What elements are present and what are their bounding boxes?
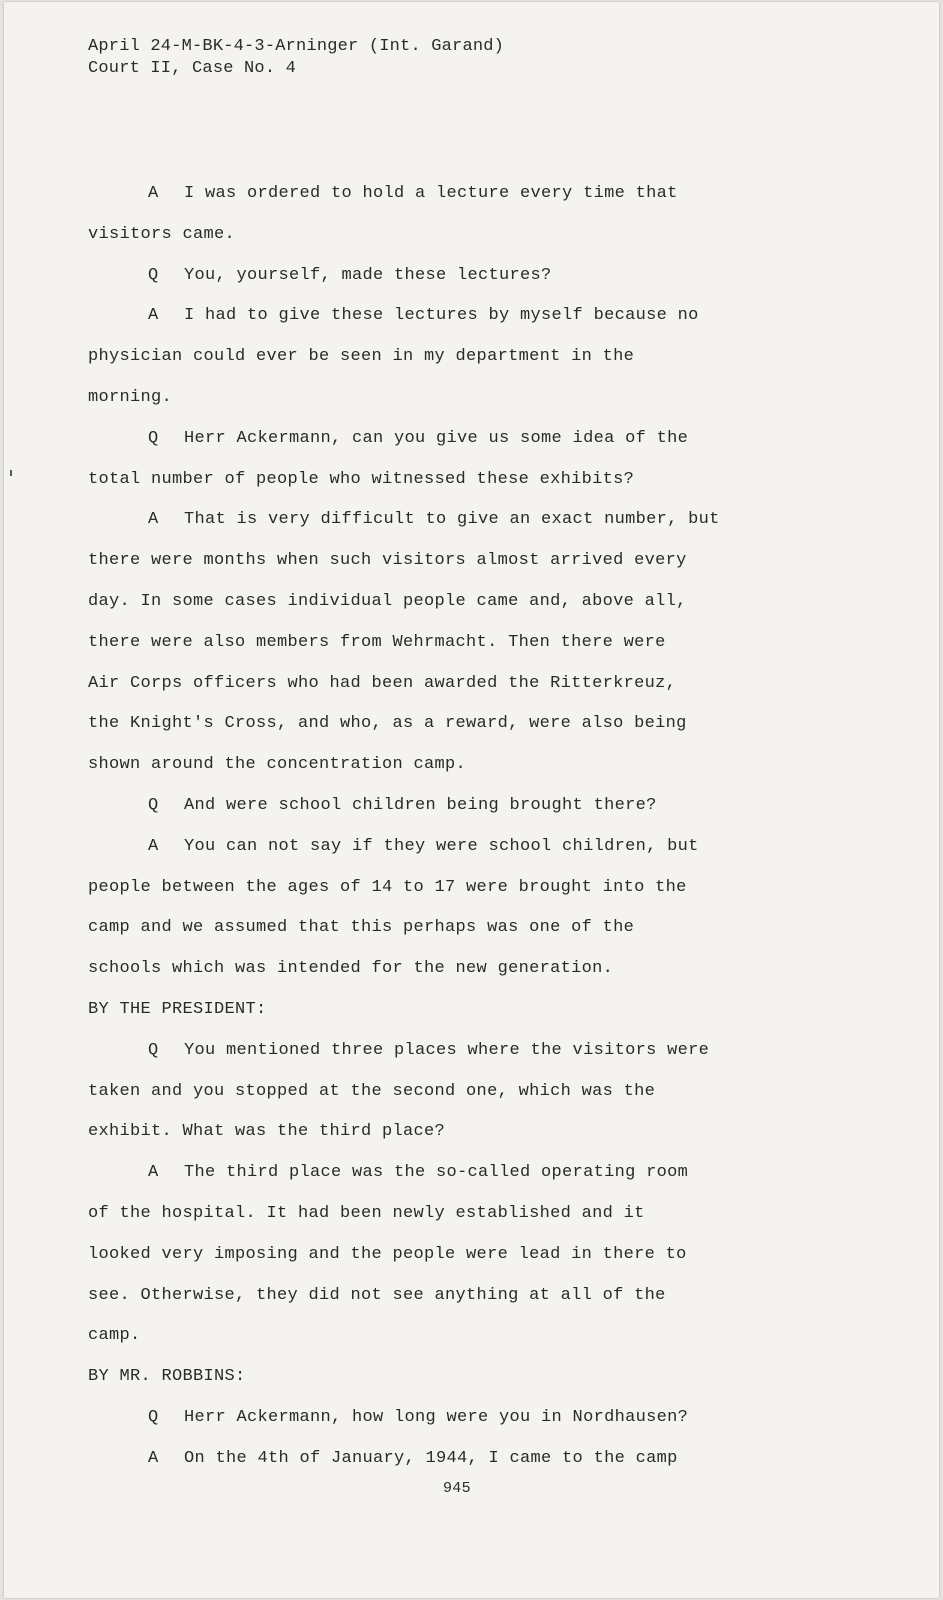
transcript-line	[88, 582, 888, 623]
transcript-line-first	[88, 1031, 888, 1072]
transcript-text: The third place was the so-called operating room	[184, 1163, 689, 1183]
transcript-line	[88, 337, 888, 378]
transcript-text: morning.	[88, 387, 173, 407]
question-label: Q	[148, 1040, 159, 1060]
answer-label: A	[148, 1163, 159, 1183]
transcript-text: day. In some cases individual people came and, above all,	[88, 591, 687, 611]
transcript-text: see. Otherwise, they did not see anything at all of the	[88, 1285, 666, 1305]
answer-label: A	[148, 184, 159, 203]
transcript-line-first	[88, 419, 888, 460]
answer-label: A	[148, 510, 159, 530]
transcript-text: of the hospital. It had been newly established and it	[88, 1203, 645, 1223]
transcript-text: shown around the concentration camp.	[88, 755, 467, 775]
transcript-line	[88, 1316, 888, 1357]
document-header	[88, 36, 504, 80]
transcript-line-first	[88, 827, 888, 868]
transcript-line	[88, 541, 888, 582]
transcript-line-first	[88, 500, 888, 541]
transcript-line-first	[88, 1153, 888, 1194]
transcript-line	[88, 1276, 888, 1317]
transcript-line	[88, 908, 888, 949]
transcript-text: You, yourself, made these lectures?	[184, 265, 552, 285]
transcript-text: camp and we assumed that this perhaps was one of the	[88, 918, 635, 938]
transcript-text: there were months when such visitors almost arrived every	[88, 551, 687, 571]
transcript-text: Herr Ackermann, how long were you in Nordhausen?	[184, 1407, 689, 1427]
examiner-heading: BY THE PRESIDENT:	[88, 999, 267, 1019]
transcript-line	[88, 868, 888, 909]
transcript-text: I was ordered to hold a lecture every time that	[184, 184, 678, 203]
transcript-line	[88, 1235, 888, 1276]
transcript-text: Herr Ackermann, can you give us some idea of the	[184, 428, 689, 448]
transcript-line-first	[88, 174, 888, 215]
transcript-line	[88, 378, 888, 419]
transcript-text: taken and you stopped at the second one, which was the	[88, 1081, 656, 1101]
transcript-line-first	[88, 256, 888, 297]
transcript-line-first	[88, 296, 888, 337]
transcript-line-first	[88, 1439, 888, 1480]
margin-mark	[10, 470, 12, 476]
transcript-text: exhibit. What was the third place?	[88, 1122, 446, 1142]
transcript-text: schools which was intended for the new generation.	[88, 959, 614, 979]
page-number: 945	[443, 1480, 471, 1497]
answer-label: A	[148, 306, 159, 326]
transcript-text: Air Corps officers who had been awarded the Ritterkreuz,	[88, 673, 677, 693]
transcript-text: I had to give these lectures by myself because no	[184, 306, 699, 326]
document-page	[4, 2, 939, 1598]
transcript-line	[88, 949, 888, 990]
transcript-line	[88, 745, 888, 786]
transcript-text: total number of people who witnessed these exhibits?	[88, 469, 635, 489]
transcript-text: people between the ages of 14 to 17 were brought into the	[88, 877, 687, 897]
transcript-body	[88, 174, 888, 1480]
transcript-line	[88, 704, 888, 745]
transcript-text: On the 4th of January, 1944, I came to the camp	[184, 1448, 678, 1468]
transcript-line	[88, 1194, 888, 1235]
transcript-line-first	[88, 786, 888, 827]
transcript-text: camp.	[88, 1326, 141, 1346]
transcript-text: You mentioned three places where the visitors were	[184, 1040, 710, 1060]
transcript-text: looked very imposing and the people were lead in there to	[88, 1244, 687, 1264]
question-label: Q	[148, 265, 159, 285]
transcript-line	[88, 664, 888, 705]
header-line-1: April 24-M-BK-4-3-Arninger (Int. Garand)	[88, 37, 505, 56]
transcript-line	[88, 460, 888, 501]
question-label: Q	[148, 1407, 159, 1427]
transcript-text: You can not say if they were school children, but	[184, 836, 699, 856]
question-label: Q	[148, 428, 159, 448]
question-label: Q	[148, 795, 159, 815]
transcript-text: physician could ever be seen in my department in the	[88, 347, 635, 367]
transcript-line	[88, 623, 888, 664]
transcript-line	[88, 1072, 888, 1113]
examiner-heading: BY MR. ROBBINS:	[88, 1367, 246, 1387]
transcript-text: there were also members from Wehrmacht. Then there were	[88, 632, 666, 652]
transcript-text: That is very difficult to give an exact number, but	[184, 510, 720, 530]
transcript-line-first	[88, 1398, 888, 1439]
header-line-2: Court II, Case No. 4	[88, 59, 297, 78]
transcript-text: visitors came.	[88, 224, 236, 244]
transcript-text: And were school children being brought there?	[184, 795, 657, 815]
answer-label: A	[148, 1448, 159, 1468]
transcript-line	[88, 215, 888, 256]
answer-label: A	[148, 836, 159, 856]
transcript-text: the Knight's Cross, and who, as a reward, were also being	[88, 714, 687, 734]
transcript-line	[88, 1112, 888, 1153]
